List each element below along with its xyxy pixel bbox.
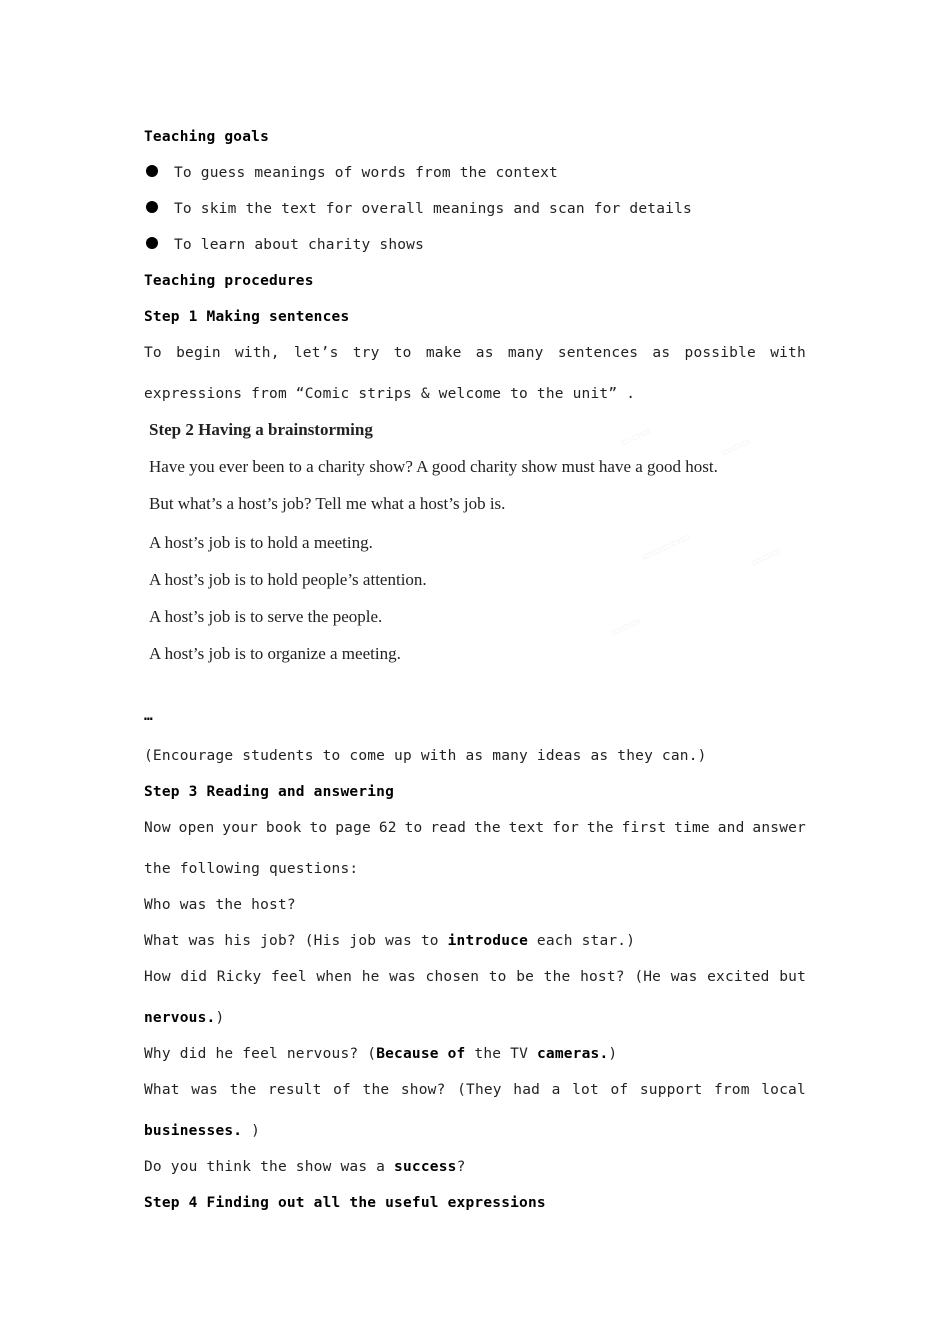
step3-intro-line2: the following questions: [144,861,359,877]
step2-line: A host’s job is to hold a meeting. [149,533,373,552]
step2-line: Have you ever been to a charity show? A good charity show must have a good host. [149,457,718,476]
bullet-icon [146,201,158,213]
question-2: What was his job? (His job was to introduce each star.) [144,933,636,949]
step2-line: But what’s a host’s job? Tell me what a host’s job is. [149,494,506,513]
step2-note: (Encourage students to come up with as many ideas as they can.) [144,748,707,764]
bullet-icon [146,237,158,249]
step3-intro-line1: Now open your book to page 62 to read the text for the first time and answer [144,820,806,836]
goal-item [144,235,424,255]
question-5-line1: What was the result of the show? (They had a lot of support from local [144,1082,806,1098]
goal-text: To skim the text for overall meanings and scan for details [174,201,692,217]
step2-line: A host’s job is to hold people’s attention. [149,570,427,589]
goal-item [144,199,692,219]
step1-text-line1: To begin with, let’s try to make as many sentences as possible with [144,345,806,361]
question-4: Why did he feel nervous? (Because of the TV cameras.) [144,1046,618,1062]
bullet-icon [146,165,158,177]
step3-heading: Step 3 Reading and answering [144,784,395,800]
goal-text: To learn about charity shows [174,237,425,253]
step2-heading: Step 2 Having a brainstorming [149,420,373,439]
watermark: ▭▭▭ ▭▭▭ ▭▭▭▭▭ ▭▭▭ ▭▭▭ [609,424,783,639]
step1-heading: Step 1 Making sentences [144,309,350,325]
question-5-line2: businesses. ) [144,1123,261,1139]
question-1: Who was the host? [144,897,296,913]
step2-line: A host’s job is to organize a meeting. [149,644,401,663]
teaching-goals-heading: Teaching goals [144,129,270,145]
goal-item [144,163,558,183]
step4-heading: Step 4 Finding out all the useful expressions [144,1195,546,1211]
question-6: Do you think the show was a success? [144,1159,466,1175]
question-3-line1: How did Ricky feel when he was chosen to be the host? (He was excited but [144,969,806,985]
teaching-procedures-heading: Teaching procedures [144,273,314,289]
step2-line: A host’s job is to serve the people. [149,607,383,626]
goal-text: To guess meanings of words from the context [174,165,558,181]
question-3-line2: nervous.) [144,1010,225,1026]
ellipsis: … [144,708,153,724]
step1-text-line2: expressions from “Comic strips & welcome to the unit” . [144,386,636,402]
